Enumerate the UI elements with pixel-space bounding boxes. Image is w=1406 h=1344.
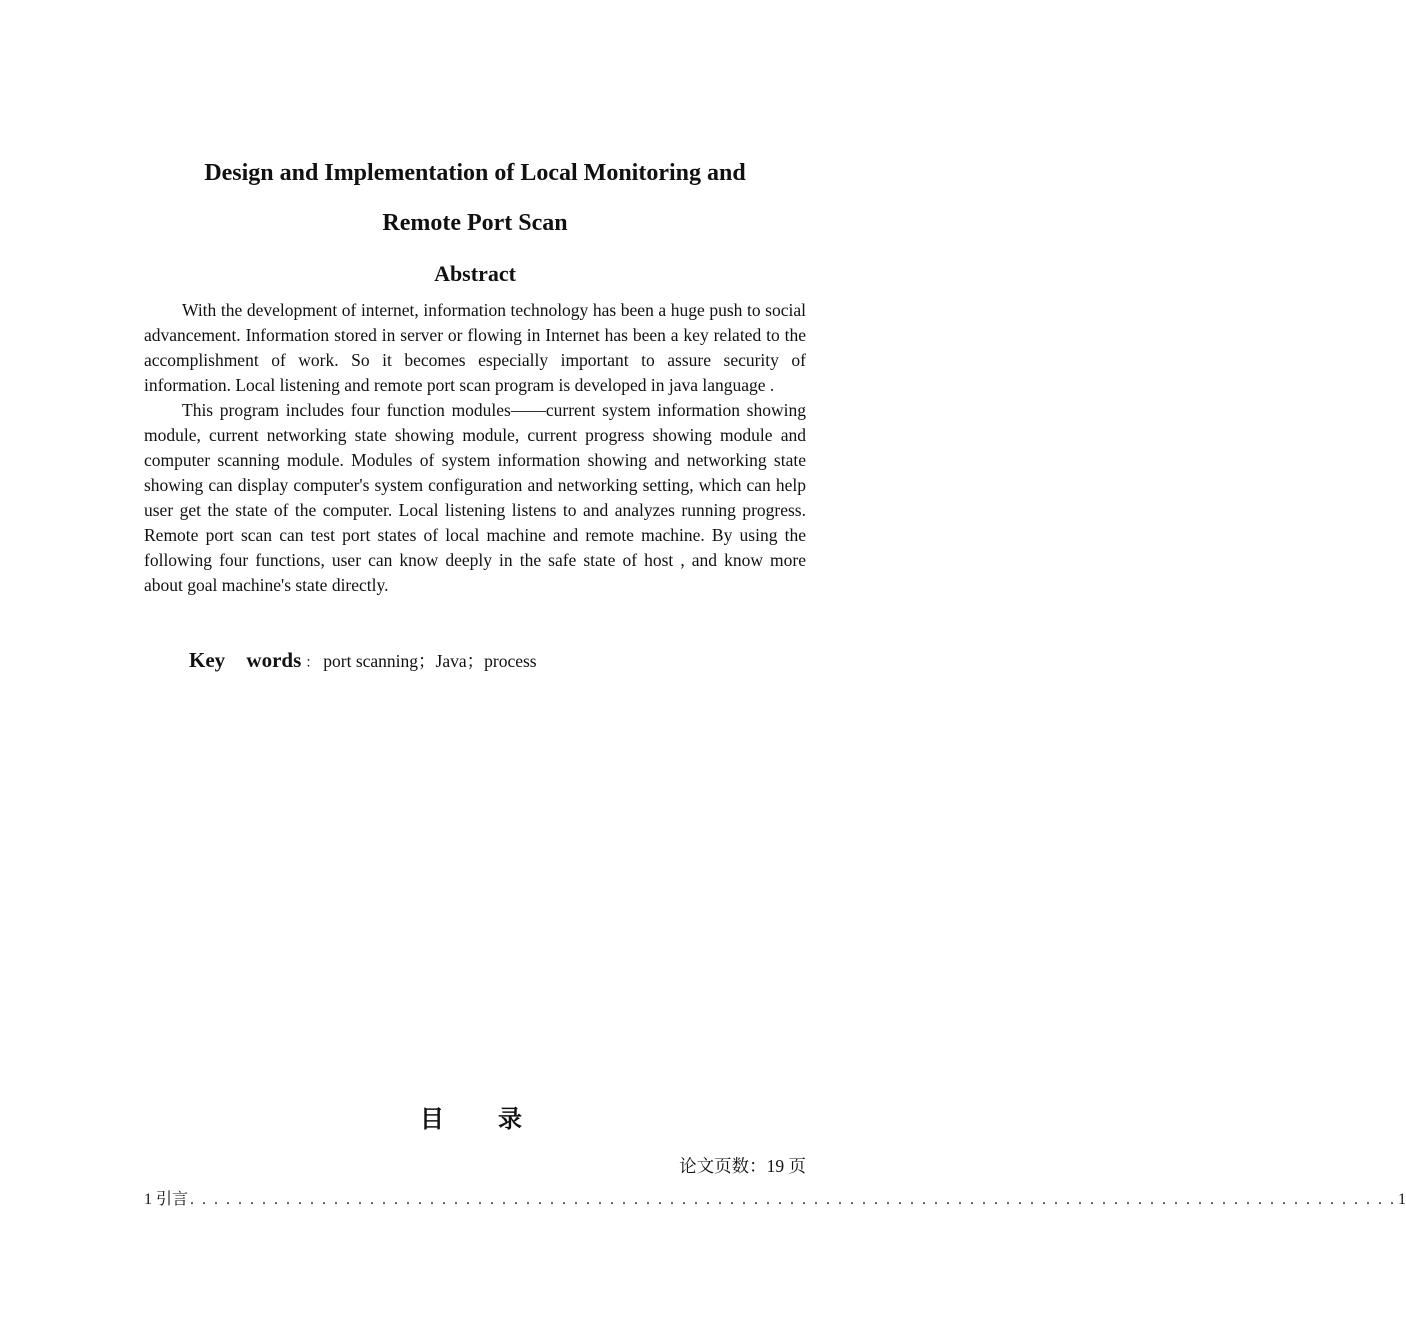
toc-entry-page: 1 <box>1398 1191 1406 1208</box>
abstract-body <box>144 298 806 598</box>
toc-entry[interactable] <box>144 1188 1406 1212</box>
paper-title-line-2: Remote Port Scan <box>382 210 568 236</box>
keywords-items: port scanning；Java；process <box>323 651 537 671</box>
keywords-line <box>189 646 809 678</box>
page-count: 论文页数：19 页 <box>679 1156 806 1176</box>
toc-dot-leader: . . . . . . . . . . . . . . . . . . . . . . . . . . . . . . . . . . . . . . . . . . . . . . . . . . . . . . . . . . . . . . . . . . . . . . . . . . . . . . . . . . . . . . . . . . . . . . . . . . . . . <box>190 1191 1397 1208</box>
keywords-label: Key words <box>189 648 302 672</box>
keywords-colon: ： <box>305 656 320 671</box>
paper-title-line-1: Design and Implementation of Local Monitoring and <box>204 160 746 186</box>
abstract-paragraph-1: With the development of internet, information technology has been a huge push to social advancement. Information stored in server or flowing in Internet has been a key related to the accomplishment of work. So it becomes especially important to assure security of information. Local listening and remote port scan program is developed in java language . <box>144 300 806 395</box>
abstract-heading: Abstract <box>434 261 516 286</box>
toc-heading: 目 录 <box>420 1107 546 1133</box>
abstract-paragraph-2: This program includes four function modules——current system information showing module, current networking state showing module, current progress showing module and computer scanning module. Modules of system information showing and networking state showing can display computer's system configuration and networking setting, which can help user get the state of the computer. Local listening listens to and analyzes running progress. Remote port scan can test port states of local machine and remote machine. By using the following four functions, user can know deeply in the safe state of host , and know more about goal machine's state directly. <box>144 400 806 595</box>
toc-entry-label: 1 引言 <box>144 1191 189 1208</box>
